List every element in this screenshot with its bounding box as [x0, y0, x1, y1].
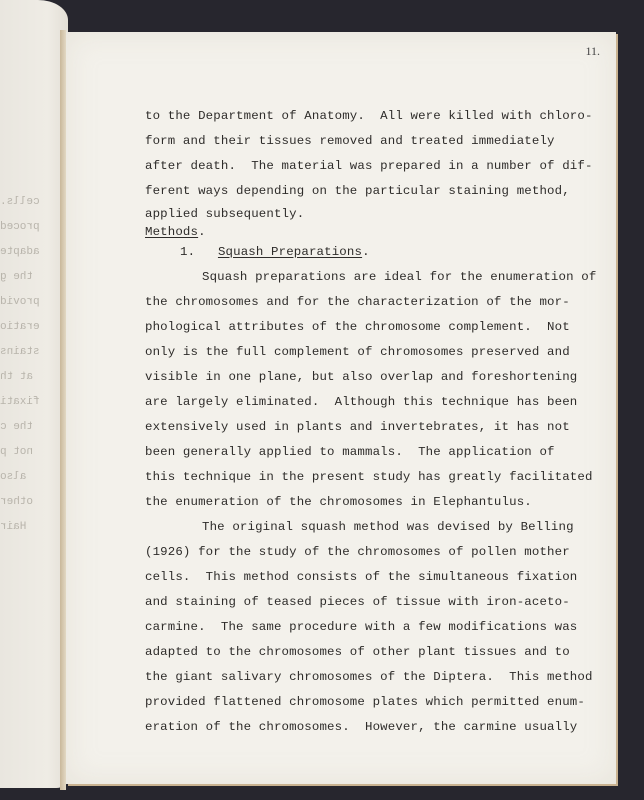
typescript-page	[66, 32, 616, 784]
ghost-line: not p	[0, 446, 34, 458]
section-heading-text: Methods	[145, 225, 199, 239]
ghost-line: other	[0, 496, 34, 508]
paragraph-intro	[145, 104, 615, 222]
text-line: carmine. The same procedure with a few modifications was	[145, 620, 578, 634]
text-line: to the Department of Anatomy. All were killed with chloro-	[145, 109, 593, 123]
text-line: eration of the chromosomes. However, the carmine usually	[145, 720, 578, 734]
page-number: 11.	[585, 44, 600, 58]
text-line: form and their tissues removed and treated immediately	[145, 134, 555, 148]
text-line: the enumeration of the chromosomes in Elephantulus.	[145, 495, 532, 509]
ghost-line: stains	[0, 346, 40, 358]
text-line: only is the full complement of chromosomes preserved and	[145, 345, 570, 359]
section-heading-punct: .	[198, 225, 206, 239]
text-line: (1926) for the study of the chromosomes of pollen mother	[145, 545, 570, 559]
text-line: visible in one plane, but also overlap and foreshortening	[145, 370, 578, 384]
ghost-line: also	[0, 471, 27, 483]
subsection-title: Squash Preparations	[217, 245, 363, 259]
ghost-line: the g	[0, 271, 34, 283]
text-line: and staining of teased pieces of tissue with iron-aceto-	[145, 595, 570, 609]
facing-page-bleed-through	[0, 190, 40, 540]
paragraph-original-method	[145, 515, 615, 740]
text-line: ferent ways depending on the particular staining method,	[145, 184, 570, 198]
text-line: applied subsequently.	[145, 207, 305, 221]
facing-page	[0, 0, 68, 788]
text-line: after death. The material was prepared in a number of dif-	[145, 159, 593, 173]
text-line: the chromosomes and for the characterization of the mor-	[145, 295, 570, 309]
text-line: Squash preparations are ideal for the enumeration of	[202, 270, 597, 284]
ghost-line: proced	[0, 221, 40, 233]
text-line: cells. This method consists of the simultaneous fixation	[145, 570, 578, 584]
text-line: the giant salivary chromosomes of the Diptera. This method	[145, 670, 593, 684]
subsection-heading	[145, 240, 615, 265]
text-line: been generally applied to mammals. The application of	[145, 445, 555, 459]
ghost-line: adapte	[0, 246, 40, 258]
text-line: phological attributes of the chromosome complement. Not	[145, 320, 570, 334]
text-line: The original squash method was devised by Belling	[202, 520, 574, 534]
text-line: are largely eliminated. Although this technique has been	[145, 395, 578, 409]
section-heading	[145, 222, 615, 240]
text-line: provided flattened chromosome plates which permitted enum-	[145, 695, 585, 709]
paragraph-squash	[145, 265, 615, 515]
text-line: extensively used in plants and invertebrates, it has not	[145, 420, 570, 434]
ghost-line: provid	[0, 296, 40, 308]
ghost-line: the c	[0, 421, 34, 433]
subsection-number: 1.	[180, 245, 196, 259]
text-line: this technique in the present study has greatly facilitated	[145, 470, 593, 484]
text-line: adapted to the chromosomes of other plant tissues and to	[145, 645, 570, 659]
page-body	[145, 104, 615, 740]
ghost-line: fixati	[0, 396, 40, 408]
ghost-line: eratio	[0, 321, 40, 333]
subsection-title-punct: .	[362, 245, 370, 259]
ghost-line: at th	[0, 371, 34, 383]
ghost-line: cells.	[0, 196, 40, 208]
ghost-line: Hair	[0, 521, 27, 533]
